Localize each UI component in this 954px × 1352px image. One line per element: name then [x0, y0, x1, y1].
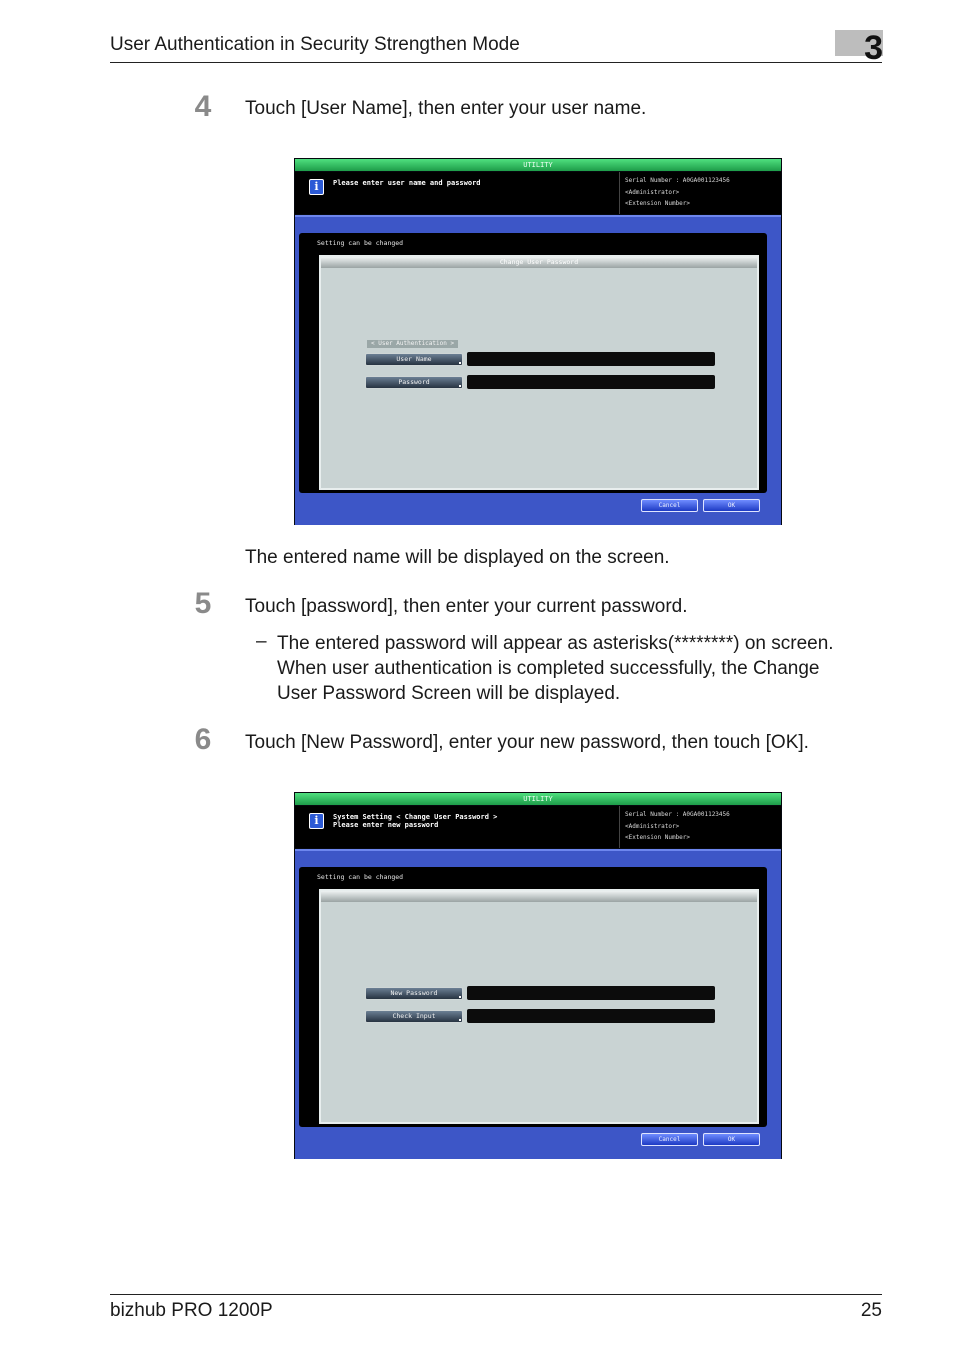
user-authentication-label: < User Authentication >	[367, 340, 458, 348]
screen-new-password	[294, 792, 782, 1159]
cancel-button[interactable]: Cancel	[641, 499, 698, 512]
step-text-6: Touch [New Password], enter your new password, then touch [OK].	[245, 732, 809, 753]
screen-body	[295, 215, 781, 525]
chapter-number: 3	[864, 29, 883, 67]
step-number-4: 4	[194, 90, 212, 123]
panel-caption: Setting can be changed	[317, 873, 404, 881]
footer-rule	[110, 1294, 882, 1295]
bullet-dash: –	[256, 631, 267, 652]
panel-caption: Setting can be changed	[317, 239, 404, 247]
user-name-button[interactable]: User Name	[365, 353, 463, 366]
area-title	[321, 891, 757, 902]
step5-bullet	[277, 631, 834, 706]
check-input-field[interactable]	[467, 1009, 715, 1023]
message-line-1: System Setting < Change User Password >	[333, 813, 498, 821]
ok-button[interactable]: OK	[703, 499, 760, 512]
user-name-field[interactable]	[467, 352, 715, 366]
footer-product: bizhub PRO 1200P	[110, 1300, 273, 1321]
administrator-text: <Administrator>	[625, 189, 680, 196]
info-icon: i	[309, 179, 324, 195]
extension-number-text: <Extension Number>	[625, 200, 691, 207]
step4-note: The entered name will be displayed on the screen.	[245, 547, 670, 568]
screen-user-authentication	[294, 158, 782, 525]
bullet-line-1: The entered password will appear as asterisks(********) on screen.	[277, 633, 834, 654]
message-line-1: Please enter user name and password	[333, 179, 481, 187]
header-rule	[110, 62, 882, 63]
utility-title-bar: UTILITY	[295, 793, 781, 805]
message-bar	[295, 172, 781, 214]
info-icon: i	[309, 813, 324, 829]
step-text-4: Touch [User Name], then enter your user name.	[245, 98, 647, 119]
step-number-5: 5	[194, 587, 212, 620]
change-user-password-area	[319, 255, 759, 490]
step-number-6: 6	[194, 723, 212, 756]
new-password-area	[319, 889, 759, 1124]
check-input-button[interactable]: Check Input	[365, 1010, 463, 1023]
message-text	[333, 813, 497, 829]
running-header-title: User Authentication in Security Strengthen Mode	[110, 34, 520, 55]
extension-number-text: <Extension Number>	[625, 834, 691, 841]
ok-button[interactable]: OK	[703, 1133, 760, 1146]
footer-page-number: 25	[860, 1300, 882, 1321]
utility-title-bar: UTILITY	[295, 159, 781, 171]
cancel-button[interactable]: Cancel	[641, 1133, 698, 1146]
password-button[interactable]: Password	[365, 376, 463, 389]
area-title: Change User Password	[321, 257, 757, 268]
message-bar	[295, 806, 781, 848]
new-password-button[interactable]: New Password	[365, 987, 463, 1000]
step-text-5: Touch [password], then enter your current password.	[245, 596, 688, 617]
bullet-line-2: When user authentication is completed successfully, the Change	[277, 658, 820, 679]
message-line-2: Please enter new password	[333, 821, 439, 829]
bullet-line-3: User Password Screen will be displayed.	[277, 683, 621, 704]
serial-number-text: Serial Number : A0GA001123456	[625, 811, 730, 818]
password-field[interactable]	[467, 375, 715, 389]
message-divider	[619, 806, 620, 848]
message-text	[333, 179, 481, 187]
administrator-text: <Administrator>	[625, 823, 680, 830]
screen-body	[295, 849, 781, 1159]
message-divider	[619, 172, 620, 214]
serial-number-text: Serial Number : A0GA001123456	[625, 177, 730, 184]
new-password-field[interactable]	[467, 986, 715, 1000]
